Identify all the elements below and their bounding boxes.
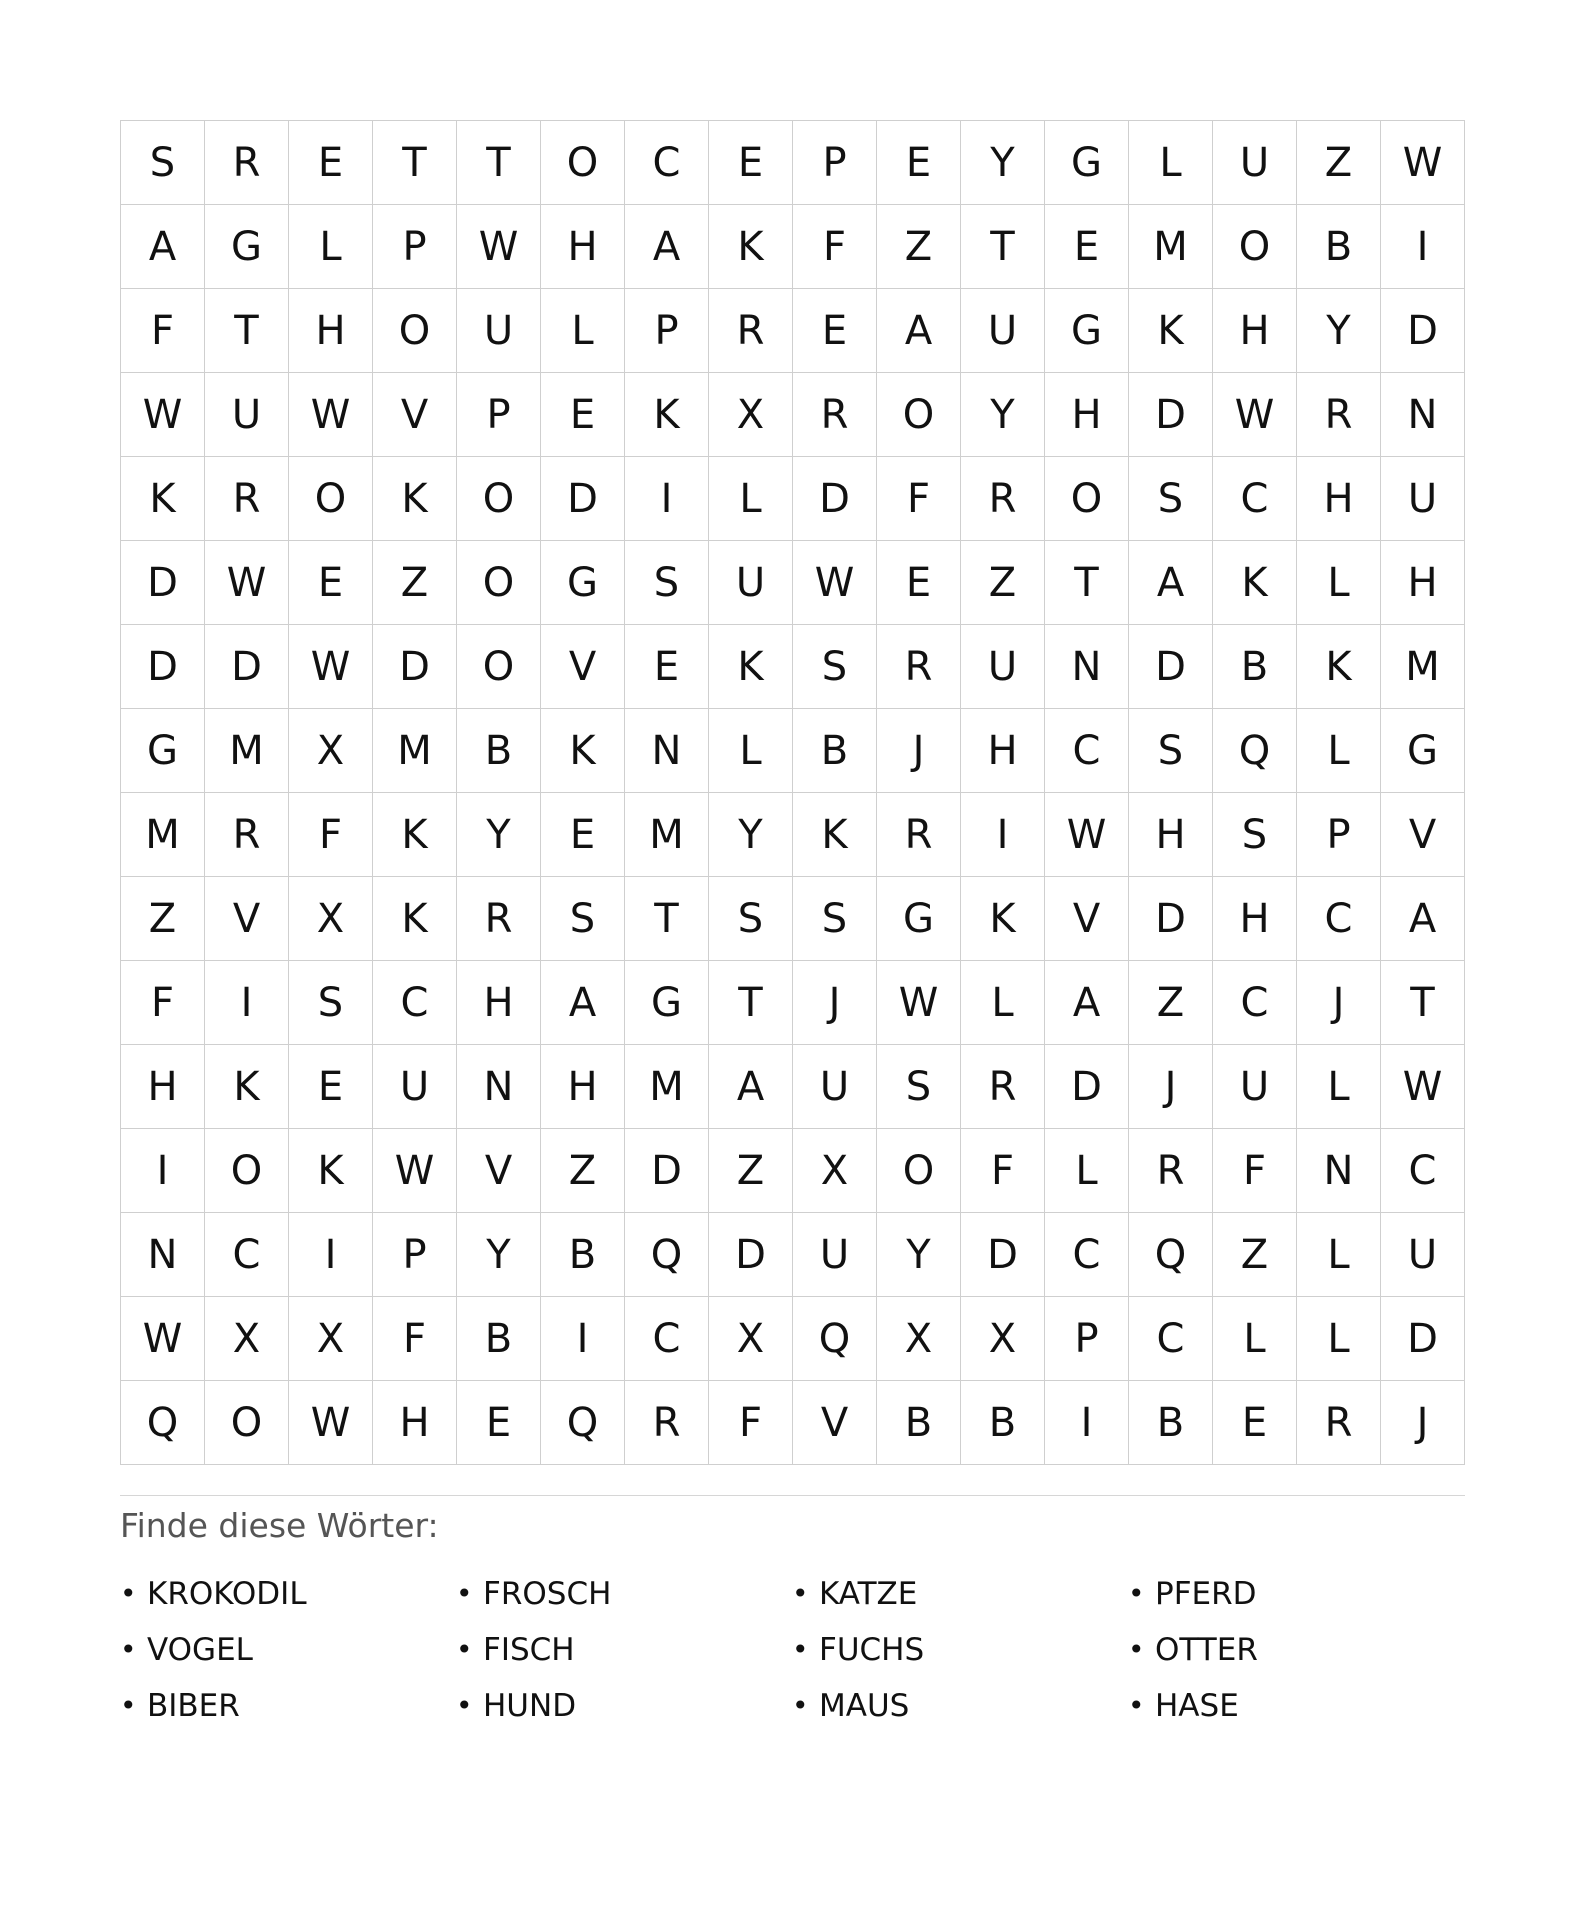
grid-cell[interactable]: Q [625,1213,709,1297]
word-label: HUND [483,1688,577,1724]
word-label: FISCH [483,1632,575,1668]
grid-cell[interactable]: C [1297,877,1381,961]
grid-cell[interactable]: C [1213,961,1297,1045]
word-item [1128,1622,1464,1678]
grid-cell[interactable]: H [541,1045,625,1129]
grid-cell[interactable]: R [205,121,289,205]
grid-cell[interactable]: R [1297,1381,1381,1465]
grid-cell[interactable]: W [289,1381,373,1465]
grid-cell[interactable]: M [1129,205,1213,289]
grid-cell[interactable]: I [205,961,289,1045]
grid-cell[interactable]: O [1213,205,1297,289]
grid-cell[interactable]: E [625,625,709,709]
grid-cell[interactable]: V [457,1129,541,1213]
grid-cell[interactable]: U [961,289,1045,373]
grid-cell[interactable]: R [457,877,541,961]
grid-cell[interactable]: K [373,793,457,877]
grid-cell[interactable]: O [289,457,373,541]
word-item [792,1678,1128,1734]
letter-grid [120,120,1465,1465]
grid-cell[interactable]: D [205,625,289,709]
grid-cell[interactable]: Z [121,877,205,961]
grid-cell[interactable]: S [1129,457,1213,541]
word-item [792,1622,1128,1678]
grid-cell[interactable]: U [457,289,541,373]
grid-cell[interactable]: L [1213,1297,1297,1381]
grid-cell[interactable]: B [877,1381,961,1465]
grid-cell[interactable]: V [1381,793,1465,877]
grid-cell[interactable]: W [877,961,961,1045]
grid-cell[interactable]: W [1381,1045,1465,1129]
word-item [120,1622,456,1678]
grid-cell[interactable]: V [1045,877,1129,961]
grid-cell[interactable]: S [793,877,877,961]
grid-cell[interactable]: P [373,1213,457,1297]
word-search-puzzle [120,120,1465,1734]
grid-cell[interactable]: E [709,121,793,205]
grid-cell[interactable]: D [625,1129,709,1213]
grid-cell[interactable]: K [541,709,625,793]
grid-cell[interactable]: K [373,457,457,541]
grid-cell[interactable]: C [1129,1297,1213,1381]
grid-cell[interactable]: I [961,793,1045,877]
grid-cell[interactable]: W [205,541,289,625]
grid-cell[interactable]: X [289,709,373,793]
grid-cell[interactable]: F [709,1381,793,1465]
grid-cell[interactable]: X [961,1297,1045,1381]
grid-cell[interactable]: D [793,457,877,541]
grid-cell[interactable]: W [1045,793,1129,877]
grid-cell[interactable]: T [1045,541,1129,625]
grid-cell[interactable]: G [1381,709,1465,793]
grid-cell[interactable]: O [1045,457,1129,541]
grid-cell[interactable]: R [877,625,961,709]
grid-cell[interactable]: F [121,961,205,1045]
grid-cell[interactable]: D [1381,289,1465,373]
grid-cell[interactable]: D [121,625,205,709]
grid-cell[interactable]: F [373,1297,457,1381]
grid-cell[interactable]: Y [709,793,793,877]
word-label: HASE [1155,1688,1239,1724]
grid-cell[interactable]: K [625,373,709,457]
grid-cell[interactable]: N [121,1213,205,1297]
grid-cell[interactable]: N [1381,373,1465,457]
grid-cell[interactable]: Y [457,1213,541,1297]
word-label: KATZE [819,1576,918,1612]
grid-cell[interactable]: T [625,877,709,961]
grid-cell[interactable]: U [793,1213,877,1297]
grid-cell[interactable]: N [1045,625,1129,709]
word-item [1128,1566,1464,1622]
grid-cell[interactable]: O [373,289,457,373]
grid-cell[interactable]: S [121,121,205,205]
grid-cell[interactable]: S [877,1045,961,1129]
grid-cell[interactable]: J [877,709,961,793]
grid-cell[interactable]: H [121,1045,205,1129]
grid-cell[interactable]: X [877,1297,961,1381]
grid-cell[interactable]: W [1381,121,1465,205]
grid-cell[interactable]: C [625,1297,709,1381]
grid-cell[interactable]: F [121,289,205,373]
grid-cell[interactable]: T [373,121,457,205]
grid-cell[interactable]: R [709,289,793,373]
grid-cell[interactable]: I [625,457,709,541]
grid-cell[interactable]: Z [373,541,457,625]
grid-cell[interactable]: X [793,1129,877,1213]
grid-cell[interactable]: Y [1297,289,1381,373]
grid-cell[interactable]: C [1381,1129,1465,1213]
grid-cell[interactable]: K [709,625,793,709]
grid-cell[interactable]: E [541,373,625,457]
grid-cell[interactable]: R [1129,1129,1213,1213]
grid-cell[interactable]: W [457,205,541,289]
grid-cell[interactable]: R [205,793,289,877]
word-item [792,1566,1128,1622]
word-label: MAUS [819,1688,910,1724]
word-item [120,1678,456,1734]
word-list [120,1566,1465,1734]
grid-cell[interactable]: C [625,121,709,205]
grid-cell[interactable]: L [709,457,793,541]
grid-cell[interactable]: J [1129,1045,1213,1129]
grid-cell[interactable]: W [373,1129,457,1213]
grid-cell[interactable]: A [1381,877,1465,961]
grid-cell[interactable]: D [1129,625,1213,709]
grid-cell[interactable]: L [1297,1045,1381,1129]
grid-cell[interactable]: L [1297,1213,1381,1297]
grid-cell[interactable]: D [373,625,457,709]
grid-cell[interactable]: D [541,457,625,541]
grid-cell[interactable]: F [793,205,877,289]
grid-cell[interactable]: B [793,709,877,793]
bullet-icon: • [1128,1689,1145,1722]
grid-cell[interactable]: O [205,1129,289,1213]
grid-cell[interactable]: S [709,877,793,961]
grid-cell[interactable]: E [289,541,373,625]
grid-cell[interactable]: E [1213,1381,1297,1465]
grid-cell[interactable]: R [961,1045,1045,1129]
grid-cell[interactable]: F [877,457,961,541]
grid-cell[interactable]: S [1129,709,1213,793]
bullet-icon: • [120,1689,137,1722]
grid-cell[interactable]: Q [1213,709,1297,793]
word-item [456,1566,792,1622]
grid-cell[interactable]: N [625,709,709,793]
grid-cell[interactable]: V [205,877,289,961]
grid-cell[interactable]: U [205,373,289,457]
grid-cell[interactable]: K [793,793,877,877]
bullet-icon: • [792,1633,809,1666]
grid-cell[interactable]: H [373,1381,457,1465]
grid-cell[interactable]: D [961,1213,1045,1297]
grid-cell[interactable]: L [289,205,373,289]
grid-cell[interactable]: W [121,373,205,457]
grid-cell[interactable]: O [457,541,541,625]
word-label: FROSCH [483,1576,612,1612]
grid-cell[interactable]: Z [541,1129,625,1213]
grid-cell[interactable]: B [1213,625,1297,709]
grid-cell[interactable]: P [1297,793,1381,877]
grid-cell[interactable]: R [793,373,877,457]
grid-cell[interactable]: A [1045,961,1129,1045]
bullet-icon: • [456,1689,473,1722]
grid-cell[interactable]: D [709,1213,793,1297]
word-label: PFERD [1155,1576,1257,1612]
grid-cell[interactable]: V [541,625,625,709]
grid-cell[interactable]: U [709,541,793,625]
word-item [456,1678,792,1734]
grid-cell[interactable]: R [961,457,1045,541]
grid-cell[interactable]: C [1045,709,1129,793]
grid-cell[interactable]: A [709,1045,793,1129]
grid-cell[interactable]: M [1381,625,1465,709]
bullet-icon: • [456,1577,473,1610]
grid-cell[interactable]: K [1129,289,1213,373]
grid-cell[interactable]: U [1381,457,1465,541]
grid-cell[interactable]: X [289,877,373,961]
grid-cell[interactable]: M [205,709,289,793]
grid-cell[interactable]: H [289,289,373,373]
grid-cell[interactable]: Y [457,793,541,877]
grid-cell[interactable]: L [541,289,625,373]
grid-cell[interactable]: U [1213,1045,1297,1129]
grid-cell[interactable]: G [121,709,205,793]
grid-cell[interactable]: F [289,793,373,877]
grid-cell[interactable]: R [877,793,961,877]
grid-cell[interactable]: L [961,961,1045,1045]
word-item [456,1622,792,1678]
grid-cell[interactable]: Q [121,1381,205,1465]
grid-cell[interactable]: K [205,1045,289,1129]
grid-cell[interactable]: Z [877,205,961,289]
grid-cell[interactable]: O [877,373,961,457]
grid-cell[interactable]: I [541,1297,625,1381]
grid-cell[interactable]: J [1297,961,1381,1045]
grid-cell[interactable]: R [205,457,289,541]
grid-cell[interactable]: O [457,457,541,541]
grid-cell[interactable]: G [541,541,625,625]
grid-cell[interactable]: W [793,541,877,625]
grid-cell[interactable]: K [709,205,793,289]
grid-cell[interactable]: I [1045,1381,1129,1465]
grid-cell[interactable]: P [373,205,457,289]
grid-cell[interactable]: H [457,961,541,1045]
grid-cell[interactable]: H [961,709,1045,793]
grid-cell[interactable]: R [625,1381,709,1465]
grid-cell[interactable]: N [1297,1129,1381,1213]
grid-cell[interactable]: I [121,1129,205,1213]
grid-cell[interactable]: W [121,1297,205,1381]
grid-cell[interactable]: P [625,289,709,373]
grid-cell[interactable]: Y [961,121,1045,205]
grid-cell[interactable]: G [1045,289,1129,373]
grid-cell[interactable]: T [709,961,793,1045]
grid-cell[interactable]: Y [961,373,1045,457]
grid-cell[interactable]: E [541,793,625,877]
grid-cell[interactable]: K [1213,541,1297,625]
word-item [1128,1678,1464,1734]
bullet-icon: • [120,1633,137,1666]
word-label: VOGEL [147,1632,253,1668]
grid-cell[interactable]: K [289,1129,373,1213]
grid-cell[interactable]: T [205,289,289,373]
grid-cell[interactable]: T [457,121,541,205]
grid-cell[interactable]: H [1297,457,1381,541]
grid-cell[interactable]: A [121,205,205,289]
grid-cell[interactable]: C [205,1213,289,1297]
grid-cell[interactable]: T [1381,961,1465,1045]
grid-cell[interactable]: Y [877,1213,961,1297]
words-title: Finde diese Wörter: [120,1506,439,1545]
grid-cell[interactable]: M [373,709,457,793]
word-item [120,1566,456,1622]
grid-cell[interactable]: O [877,1129,961,1213]
grid-cell[interactable]: S [793,625,877,709]
grid-cell[interactable]: U [373,1045,457,1129]
grid-cell[interactable]: I [1381,205,1465,289]
grid-cell[interactable]: L [1297,541,1381,625]
grid-cell[interactable]: G [205,205,289,289]
grid-cell[interactable]: V [793,1381,877,1465]
grid-cell[interactable]: S [625,541,709,625]
grid-cell[interactable]: E [877,121,961,205]
grid-cell[interactable]: A [541,961,625,1045]
grid-cell[interactable]: F [1213,1129,1297,1213]
grid-cell[interactable]: H [1045,373,1129,457]
bullet-icon: • [1128,1577,1145,1610]
grid-cell[interactable]: Q [541,1381,625,1465]
grid-cell[interactable]: G [877,877,961,961]
grid-cell[interactable]: Z [1129,961,1213,1045]
word-label: FUCHS [819,1632,925,1668]
grid-cell[interactable]: J [793,961,877,1045]
grid-cell[interactable]: X [709,1297,793,1381]
grid-cell[interactable]: L [1045,1129,1129,1213]
grid-cell[interactable]: M [625,1045,709,1129]
word-label: OTTER [1155,1632,1258,1668]
word-label: BIBER [147,1688,240,1724]
grid-cell[interactable]: B [457,709,541,793]
grid-cell[interactable]: B [961,1381,1045,1465]
grid-cell[interactable]: K [961,877,1045,961]
grid-cell[interactable]: E [793,289,877,373]
grid-cell[interactable]: B [457,1297,541,1381]
grid-cell[interactable]: U [1381,1213,1465,1297]
grid-cell[interactable]: H [1381,541,1465,625]
grid-cell[interactable]: C [373,961,457,1045]
grid-cell[interactable]: Z [961,541,1045,625]
grid-cell[interactable]: E [457,1381,541,1465]
grid-cell[interactable]: D [1129,877,1213,961]
bullet-icon: • [1128,1633,1145,1666]
bullet-icon: • [120,1577,137,1610]
grid-cell[interactable]: L [709,709,793,793]
grid-cell[interactable]: R [1297,373,1381,457]
grid-cell[interactable]: W [1213,373,1297,457]
grid-cell[interactable]: A [1129,541,1213,625]
grid-cell[interactable]: D [1381,1297,1465,1381]
bullet-icon: • [456,1633,473,1666]
grid-cell[interactable]: O [457,625,541,709]
grid-cell[interactable]: Z [1297,121,1381,205]
grid-cell[interactable]: Z [1213,1213,1297,1297]
grid-cell[interactable]: X [709,373,793,457]
grid-cell[interactable]: X [205,1297,289,1381]
grid-cell[interactable]: L [1297,709,1381,793]
grid-cell[interactable]: P [793,121,877,205]
grid-cell[interactable]: Q [793,1297,877,1381]
grid-cell[interactable]: G [1045,121,1129,205]
grid-cell[interactable]: N [457,1045,541,1129]
grid-cell[interactable]: D [1045,1045,1129,1129]
grid-cell[interactable]: T [961,205,1045,289]
grid-cell[interactable]: B [1297,205,1381,289]
grid-cell[interactable]: A [625,205,709,289]
grid-cell[interactable]: D [121,541,205,625]
grid-cell[interactable]: P [457,373,541,457]
grid-cell[interactable]: B [541,1213,625,1297]
grid-cell[interactable]: V [373,373,457,457]
bullet-icon: • [792,1577,809,1610]
grid-cell[interactable]: B [1129,1381,1213,1465]
grid-cell[interactable]: L [1129,121,1213,205]
grid-cell[interactable]: E [289,1045,373,1129]
grid-cell[interactable]: A [877,289,961,373]
grid-cell[interactable]: H [1213,289,1297,373]
grid-cell[interactable]: S [289,961,373,1045]
grid-cell[interactable]: H [1213,877,1297,961]
grid-cell[interactable]: H [541,205,625,289]
grid-cell[interactable]: U [793,1045,877,1129]
grid-cell[interactable]: H [1129,793,1213,877]
grid-cell[interactable]: K [373,877,457,961]
grid-cell[interactable]: Q [1129,1213,1213,1297]
grid-cell[interactable]: G [625,961,709,1045]
divider [120,1495,1465,1496]
grid-cell[interactable]: W [289,373,373,457]
grid-cell[interactable]: S [541,877,625,961]
bullet-icon: • [792,1689,809,1722]
grid-cell[interactable]: M [625,793,709,877]
grid-cell[interactable]: U [1213,121,1297,205]
grid-cell[interactable]: E [877,541,961,625]
grid-cell[interactable]: L [1297,1297,1381,1381]
grid-cell[interactable]: K [121,457,205,541]
grid-cell[interactable]: M [121,793,205,877]
grid-cell[interactable]: X [289,1297,373,1381]
grid-cell[interactable]: K [1297,625,1381,709]
grid-cell[interactable]: U [961,625,1045,709]
grid-cell[interactable]: W [289,625,373,709]
grid-cell[interactable]: F [961,1129,1045,1213]
grid-cell[interactable]: C [1045,1213,1129,1297]
grid-cell[interactable]: E [1045,205,1129,289]
grid-cell[interactable]: E [289,121,373,205]
grid-cell[interactable]: I [289,1213,373,1297]
word-label: KROKODIL [147,1576,307,1612]
grid-cell[interactable]: P [1045,1297,1129,1381]
grid-cell[interactable]: Z [709,1129,793,1213]
grid-cell[interactable]: O [541,121,625,205]
grid-cell[interactable]: S [1213,793,1297,877]
grid-cell[interactable]: O [205,1381,289,1465]
grid-cell[interactable]: D [1129,373,1213,457]
grid-cell[interactable]: J [1381,1381,1465,1465]
grid-cell[interactable]: C [1213,457,1297,541]
